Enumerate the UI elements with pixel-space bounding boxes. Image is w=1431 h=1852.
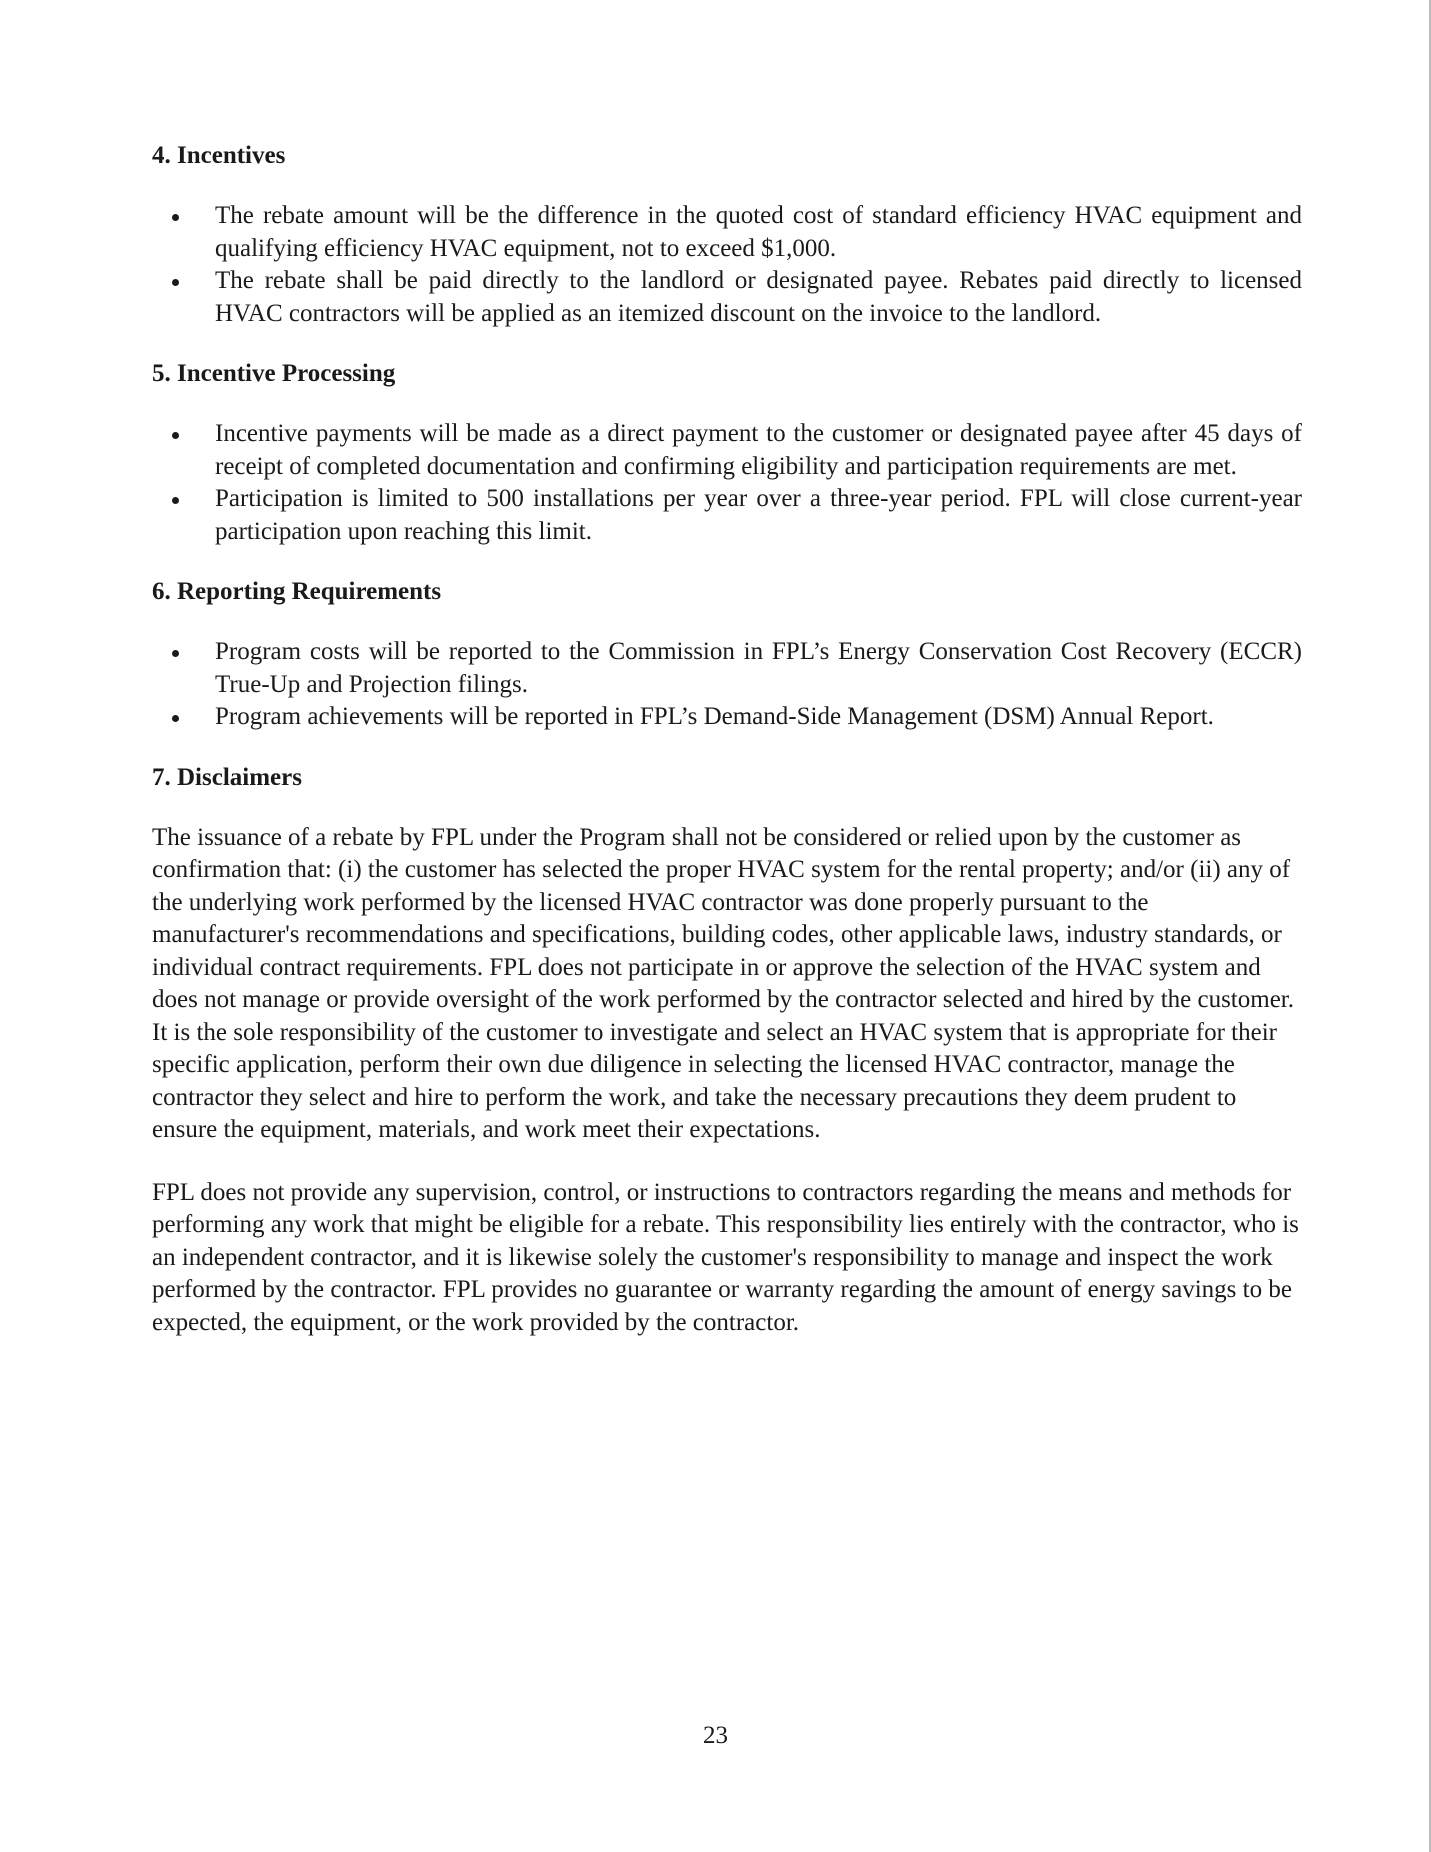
list-item-text: Incentive payments will be made as a direct payment to the customer or designated payee after 45 days of receipt of completed documentation and confirming eligibility and participation requirements are met. [215,420,1302,480]
section-heading: 6. Reporting Requirements [152,578,442,605]
list-item [152,483,1302,548]
list-item [152,701,1302,734]
section-incentive-processing [152,358,1302,548]
disclaimer-paragraph: FPL does not provide any supervision, control, or instructions to contractors regarding the means and methods for performing any work that might be eligible for a rebate. This responsibility lies entirely with the contractor, who is an independent contractor, and it is likewise solely the customer's responsibility to manage and inspect the work performed by the contractor. FPL provides no guarantee or warranty regarding the amount of energy savings to be expected, the equipment, or the work provided by the contractor. [152,1178,1299,1336]
list-item-text: Participation is limited to 500 installations per year over a three-year period. FPL will close current-year participation upon reaching this limit. [215,485,1302,545]
section-heading: 7. Disclaimers [152,763,302,791]
list-item-text: Program achievements will be reported in FPL’s Demand-Side Management (DSM) Annual Report. [215,703,1214,730]
bullet-icon [172,715,179,722]
section-disclaimers [152,762,1302,1340]
list-item-text: The rebate shall be paid directly to the landlord or designated payee. Rebates paid directly to licensed HVAC contractors will be applied as an itemized discount on the invoice to the landlord. [215,267,1302,327]
list-item [152,418,1302,483]
document-body [152,140,1302,1369]
section-incentives [152,140,1302,330]
section-heading: 5. Incentive Processing [152,360,396,387]
list-item [152,265,1302,330]
bullet-icon [172,650,179,657]
section-reporting-requirements [152,576,1302,734]
bullet-list [152,418,1302,548]
bullet-icon [172,497,179,504]
disclaimer-paragraph: The issuance of a rebate by FPL under the Program shall not be considered or relied upon by the customer as confirmation that: (i) the customer has selected the proper HVAC system for the rental property; and/or (ii) any of the underlying work performed by the licensed HVAC contractor was done properly pursuant to the manufacturer's recommendations and specifications, building codes, other applicable laws, industry standards, or individual contract requirements. FPL does not participate in or approve the selection of the HVAC system and does not manage or provide oversight of the work performed by the contractor selected and hired by the customer. It is the sole responsibility of the customer to investigate and select an HVAC system that is appropriate for their specific application, perform their own due diligence in selecting the licensed HVAC contractor, manage the contractor they select and hire to perform the work, and take the necessary precautions they deem prudent to ensure the equipment, materials, and work meet their expectations. [152,823,1294,1143]
bullet-list [152,200,1302,330]
list-item-text: The rebate amount will be the difference in the quoted cost of standard efficiency HVAC equipment and qualifying efficiency HVAC equipment, not to exceed $1,000. [215,202,1302,262]
bullet-icon [172,214,179,221]
bullet-icon [172,279,179,286]
page-number: 23 [703,1722,728,1749]
list-item-text: Program costs will be reported to the Commission in FPL’s Energy Conservation Cost Recovery (ECCR) True-Up and Projection filings. [215,638,1302,698]
list-item [152,200,1302,265]
list-item [152,636,1302,701]
bullet-list [152,636,1302,734]
bullet-icon [172,432,179,439]
section-heading: 4. Incentives [152,142,286,169]
